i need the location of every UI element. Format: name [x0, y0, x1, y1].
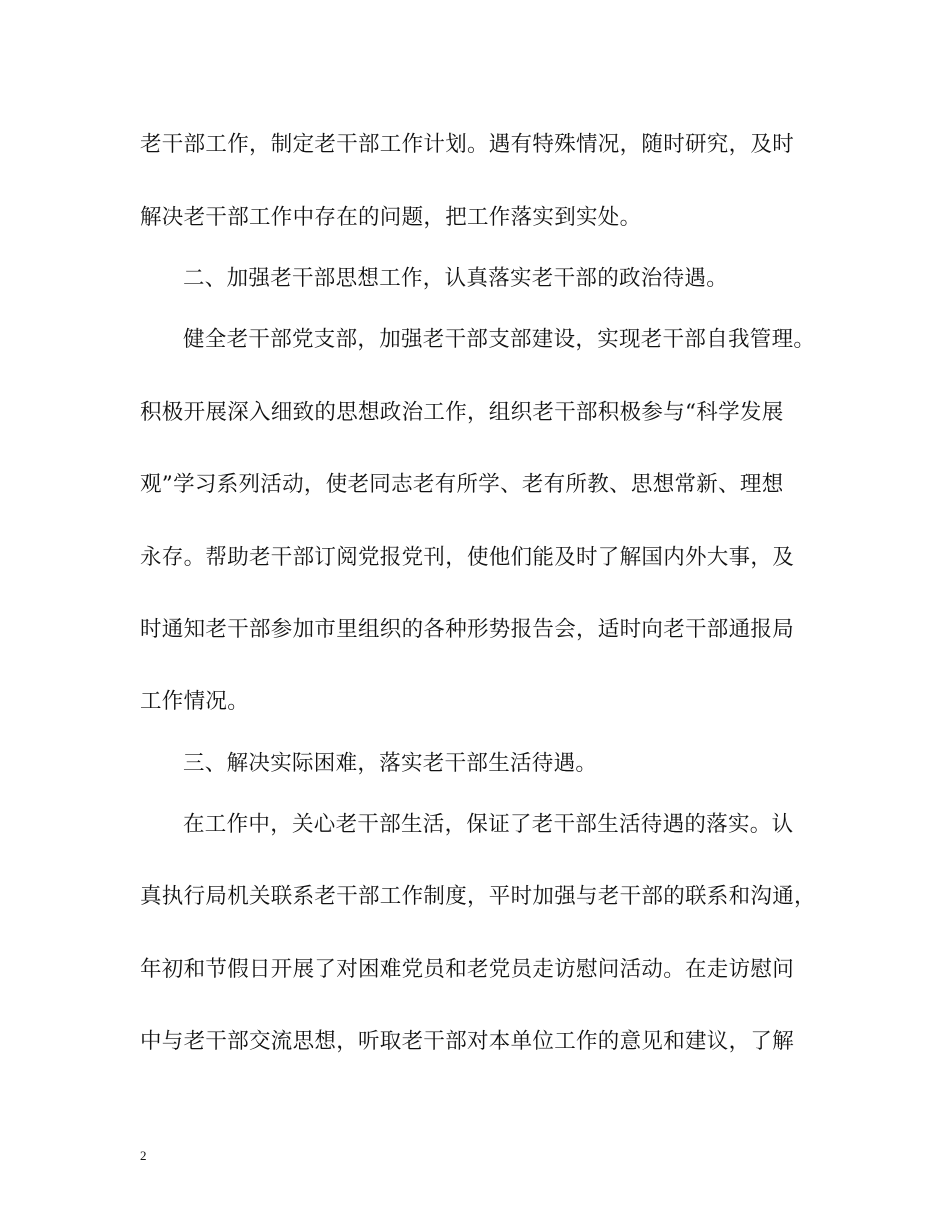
section-heading-3: 三、解决实际困难，落实老干部生活待遇。: [183, 751, 598, 776]
text-line-14: 中与老干部交流思想，听取老干部对本单位工作的意见和建议，了解: [140, 1029, 795, 1054]
section-heading-2: 二、加强老干部思想工作，认真落实老干部的政治待遇。: [183, 266, 729, 291]
text-line-13: 年初和节假日开展了对困难党员和老党员走访慰问活动。在走访慰问: [140, 957, 795, 982]
paragraph-start-line-2: 在工作中，关心老干部生活，保证了老干部生活待遇的落实。认: [183, 812, 794, 837]
text-line-7: 永存。帮助老干部订阅党报党刊，使他们能及时了解国内外大事，及: [140, 545, 795, 570]
text-line-2: 解决老干部工作中存在的问题，把工作落实到实处。: [140, 205, 642, 230]
text-line-1: 老干部工作，制定老干部工作计划。遇有特殊情况，随时研究，及时: [140, 132, 795, 157]
text-line-12: 真执行局机关联系老干部工作制度，平时加强与老干部的联系和沟通，: [140, 884, 816, 909]
text-line-9: 工作情况。: [140, 689, 250, 714]
paragraph-start-line: 健全老干部党支部，加强老干部支部建设，实现老干部自我管理。: [183, 327, 816, 352]
page-number: 2: [140, 1148, 147, 1163]
text-line-5: 积极开展深入细致的思想政治工作，组织老干部积极参与“科学发展: [140, 400, 784, 425]
text-line-8: 时通知老干部参加市里组织的各种形势报告会，适时向老干部通报局: [140, 617, 795, 642]
text-line-6: 观”学习系列活动，使老同志老有所学、老有所教、思想常新、理想: [140, 472, 784, 497]
